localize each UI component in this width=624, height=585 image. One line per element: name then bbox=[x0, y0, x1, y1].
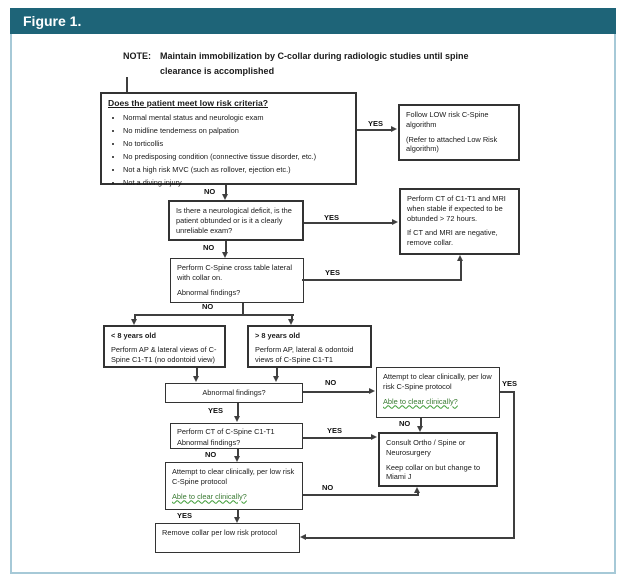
connector-yes-crosstable-h bbox=[302, 279, 462, 281]
under-8-title: < 8 years old bbox=[111, 331, 156, 340]
connector-no-clearleft-h bbox=[303, 494, 419, 496]
figure-title: Figure 1. bbox=[23, 13, 82, 29]
label-yes: YES bbox=[177, 511, 193, 520]
box-clear-clinically-left bbox=[165, 462, 303, 510]
arrowhead-right bbox=[392, 219, 398, 225]
connector-no-to-clearright bbox=[303, 391, 369, 393]
arrowhead-up bbox=[414, 487, 420, 493]
arrowhead-right bbox=[371, 434, 377, 440]
box-consult-ortho bbox=[378, 432, 498, 487]
arrowhead-down bbox=[131, 319, 137, 325]
box-under-8 bbox=[103, 325, 226, 368]
label-no: NO bbox=[203, 243, 215, 252]
connector-yes-to-consult bbox=[303, 437, 371, 439]
label-no: NO bbox=[205, 450, 217, 459]
over-8-text: Perform AP, lateral & odontoid views of C-Spine C1-T1 bbox=[255, 344, 354, 364]
box-abnormal-findings-1 bbox=[165, 383, 303, 403]
cross-table-line2: Abnormal findings? bbox=[177, 287, 241, 297]
cross-table-line1: Perform C-Spine cross table lateral with collar on. bbox=[177, 263, 293, 282]
arrowhead-down bbox=[234, 517, 240, 523]
low-risk-bullet: • No midline tenderness on palpation bbox=[123, 126, 349, 136]
label-yes: YES bbox=[208, 406, 224, 415]
clear-left-question: Able to clear clinically? bbox=[172, 491, 247, 501]
arrowhead-down bbox=[288, 319, 294, 325]
arrowhead-left bbox=[300, 534, 306, 540]
over-8-title: > 8 years old bbox=[255, 331, 300, 340]
label-no: NO bbox=[322, 483, 334, 492]
low-risk-bullet: • Not a diving injury bbox=[123, 178, 349, 188]
arrowhead-right bbox=[391, 126, 397, 132]
connector-no-to-clearleft bbox=[237, 449, 239, 456]
neuro-deficit-text: Is there a neurological deficit, is the patient obtunded or is it a clearly unreliable exam? bbox=[176, 206, 292, 235]
clear-right-question: Able to clear clinically? bbox=[383, 396, 458, 406]
label-yes: YES bbox=[327, 426, 343, 435]
note-label: NOTE: bbox=[123, 51, 151, 61]
note-block bbox=[123, 49, 563, 79]
arrowhead-right bbox=[369, 388, 375, 394]
abnormal-findings-1-text: Abnormal findings? bbox=[202, 388, 266, 398]
arrowhead-down bbox=[273, 376, 279, 382]
label-no: NO bbox=[399, 419, 411, 428]
connector-no-to-crosstable bbox=[225, 241, 227, 252]
box-neuro-deficit bbox=[168, 200, 304, 241]
consult-line2: Keep collar on but change to Miami J bbox=[386, 462, 481, 482]
box-follow-low-risk bbox=[398, 104, 520, 161]
follow-low-risk-line2: (Refer to attached Low Risk algorithm) bbox=[406, 134, 498, 154]
note-text bbox=[160, 49, 550, 79]
under-8-text: Perform AP & lateral views of C-Spine C1-T1 (no odontoid view) bbox=[111, 344, 217, 364]
ct-mri-line2: If CT and MRI are negative, remove collar. bbox=[407, 228, 498, 248]
connector-no-split-h bbox=[134, 314, 294, 316]
arrowhead-down bbox=[417, 426, 423, 432]
low-risk-title: Does the patient meet low risk criteria? bbox=[108, 98, 268, 108]
label-yes: YES bbox=[325, 268, 341, 277]
low-risk-bullet: • Normal mental status and neurologic exam bbox=[123, 113, 349, 123]
connector-note-to-criteria bbox=[126, 77, 128, 92]
box-over-8 bbox=[247, 325, 372, 368]
arrowhead-down bbox=[222, 194, 228, 200]
label-yes: YES bbox=[502, 379, 518, 388]
clear-left-line1: Attempt to clear clinically, per low risk C-Spine protocol bbox=[172, 467, 295, 486]
label-yes: YES bbox=[368, 119, 384, 128]
box-remove-collar bbox=[155, 523, 300, 553]
connector-yes-to-ctmri bbox=[304, 222, 392, 224]
connector-yes-to-ctcspine bbox=[237, 403, 239, 416]
arrowhead-down bbox=[234, 456, 240, 462]
clear-right-line1: Attempt to clear clinically, per low risk C-Spine protocol bbox=[383, 372, 492, 391]
arrowhead-down bbox=[222, 252, 228, 258]
low-risk-bullet-list bbox=[108, 113, 349, 188]
ct-cspine-line2: Abnormal findings? bbox=[177, 438, 241, 448]
connector-yes-crosstable-v bbox=[460, 260, 462, 281]
box-clear-clinically-right bbox=[376, 367, 500, 418]
follow-low-risk-line1: Follow LOW risk C-Spine algorithm bbox=[406, 110, 489, 129]
connector-yes-long-h2 bbox=[306, 537, 515, 539]
label-no: NO bbox=[202, 302, 214, 311]
connector-yes-to-follow bbox=[357, 129, 391, 131]
arrowhead-down bbox=[234, 416, 240, 422]
box-cross-table bbox=[170, 258, 304, 303]
label-no: NO bbox=[325, 378, 337, 387]
low-risk-bullet: • Not a high risk MVC (such as rollover, ejection etc.) bbox=[123, 165, 349, 175]
consult-line1: Consult Ortho / Spine or Neurosurgery bbox=[386, 438, 466, 457]
arrowhead-up bbox=[457, 255, 463, 261]
label-yes: YES bbox=[324, 213, 340, 222]
arrowhead-down bbox=[193, 376, 199, 382]
connector-yes-long-v bbox=[513, 391, 515, 539]
box-ct-cspine bbox=[170, 423, 303, 449]
note-line1: Maintain immobilization by C-collar during radiologic studies until spine bbox=[160, 51, 469, 61]
box-ct-mri bbox=[399, 188, 520, 255]
box-low-risk-criteria bbox=[100, 92, 357, 188]
label-no: NO bbox=[204, 187, 216, 196]
remove-collar-text: Remove collar per low risk protocol bbox=[162, 528, 278, 537]
connector-yes-to-remove bbox=[237, 510, 239, 517]
note-line2: clearance is accomplished bbox=[160, 66, 275, 76]
figure-title-bar bbox=[10, 8, 616, 34]
ct-cspine-line1: Perform CT of C-Spine C1-T1 bbox=[177, 426, 275, 436]
ct-mri-line1: Perform CT of C1-T1 and MRI when stable if expected to be obtunded > 72 hours. bbox=[407, 194, 506, 223]
low-risk-bullet: • No predisposing condition (connective tissue disorder, etc.) bbox=[123, 152, 349, 162]
low-risk-bullet: • No torticollis bbox=[123, 139, 349, 149]
